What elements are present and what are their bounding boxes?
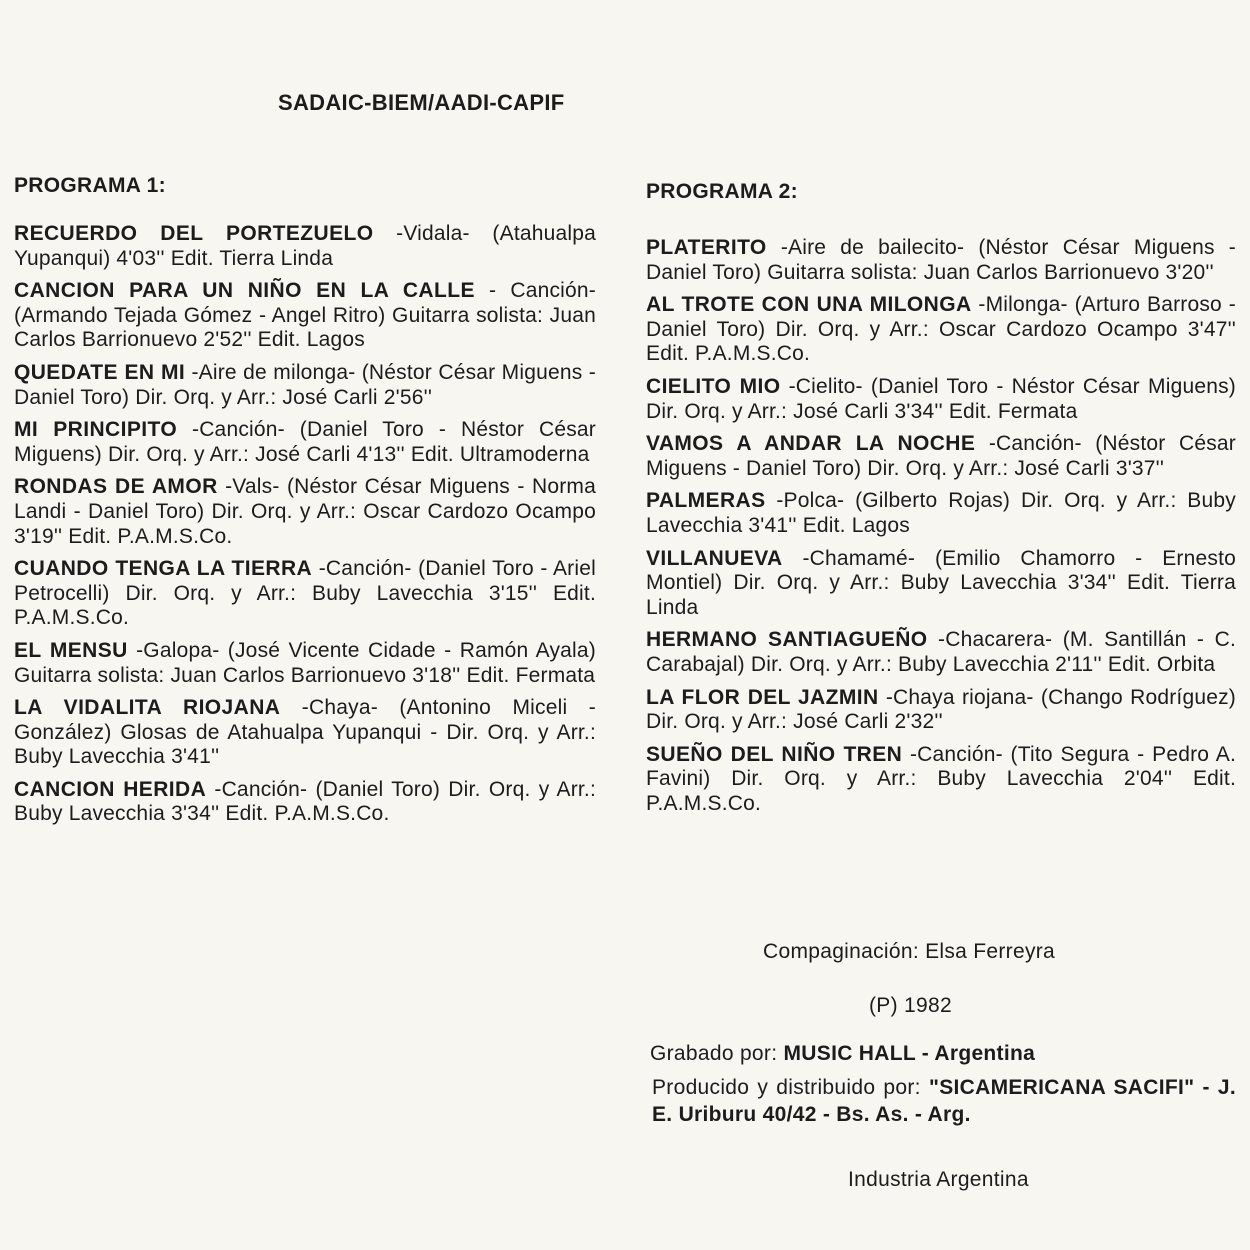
industry-origin: Industria Argentina [848,1168,1029,1191]
programa-2-track-list [646,236,1236,824]
track-entry [14,696,596,770]
track-title: MI PRINCIPITO [14,418,178,442]
track-entry [646,628,1236,677]
produced-by-credit [652,1074,1236,1128]
recorded-by-value: MUSIC HALL - Argentina [783,1042,1036,1065]
compaginacion-credit: Compaginación: Elsa Ferreyra [763,940,1056,963]
produced-by-value: "SICAMERICANA SACIFI" - J. E. Uriburu 40/42 - Bs. As. - Arg. [652,1076,1236,1126]
track-details: -Vals- (Néstor César Miguens - Norma Landi - Daniel Toro) Dir. Orq. y Arr.: Oscar Cardozo Ocampo 3'19'' Edit. P.A.M.S.Co. [14,475,596,548]
track-title: AL TROTE CON UNA MILONGA [646,293,972,317]
track-details: -Cielito- (Daniel Toro - Néstor César Miguens) Dir. Orq. y Arr.: José Carli 3'34'' Edit. Fermata [646,374,1236,423]
track-entry [14,279,596,353]
track-details: -Aire de bailecito- (Néstor César Miguens - Daniel Toro) Guitarra solista: Juan Carlos Barrionuevo 3'20'' [646,236,1236,284]
track-entry [14,639,596,688]
track-title: HERMANO SANTIAGUEÑO [646,628,928,652]
track-entry [14,557,596,631]
programa-1-title: PROGRAMA 1: [14,174,166,197]
track-entry [646,293,1236,367]
track-details: -Canción- (Daniel Toro - Néstor César Miguens) Dir. Orq. y Arr.: José Carli 4'13'' Edit. Ultramoderna [14,418,596,466]
track-entry [646,375,1236,424]
track-details: -Canción- (Daniel Toro - Ariel Petrocelli) Dir. Orq. y Arr.: Buby Lavecchia 3'15'' Edit. P.A.M.S.Co. [14,557,596,630]
track-details: - Canción- (Armando Tejada Gómez - Angel Ritro) Guitarra solista: Juan Carlos Barrionuevo 2'52'' Edit. Lagos [14,279,596,352]
track-title: CANCION PARA UN NIÑO EN LA CALLE [14,279,475,303]
recorded-by-label: Grabado por: [650,1042,778,1065]
track-entry [646,432,1236,481]
track-entry [14,475,596,549]
track-details: -Galopa- (José Vicente Cidade - Ramón Ayala) Guitarra solista: Juan Carlos Barrionuevo 3'18'' Edit. Fermata [14,638,596,687]
track-entry [646,236,1236,285]
programa-1-track-list [14,222,596,835]
track-details: -Vidala- (Atahualpa Yupanqui) 4'03'' Edit. Tierra Linda [14,222,596,270]
track-title: PALMERAS [646,489,766,513]
phonogram-year: (P) 1982 [869,994,952,1017]
track-entry [14,418,596,467]
track-details: -Canción- (Néstor César Miguens - Daniel Toro) Dir. Orq. y Arr.: José Carli 3'37'' [646,432,1237,480]
track-details: -Chacarera- (M. Santillán - C. Carabajal) Dir. Orq. y Arr.: Buby Lavecchia 2'11'' Edit. Orbita [646,628,1236,676]
track-title: CIELITO MIO [646,374,781,398]
track-title: RECUERDO DEL PORTEZUELO [14,222,374,245]
track-entry [646,489,1236,538]
track-entry [646,743,1236,817]
track-details: -Chaya riojana- (Chango Rodríguez) Dir. Orq. y Arr.: José Carli 2'32'' [646,685,1236,734]
track-details: -Polca- (Gilberto Rojas) Dir. Orq. y Arr.: Buby Lavecchia 3'41'' Edit. Lagos [646,489,1236,537]
track-entry [646,547,1236,621]
track-entry [646,686,1236,735]
track-title: LA VIDALITA RIOJANA [14,696,281,720]
programa-2-title: PROGRAMA 2: [646,180,798,203]
track-entry [14,222,596,271]
track-details: -Chamamé- (Emilio Chamorro - Ernesto Montiel) Dir. Orq. y Arr.: Buby Lavecchia 3'34'' Edit. Tierra Linda [646,546,1236,619]
track-details: -Canción- (Daniel Toro) Dir. Orq. y Arr.: Buby Lavecchia 3'34'' Edit. P.A.M.S.Co. [14,777,596,826]
track-title: SUEÑO DEL NIÑO TREN [646,742,903,766]
track-title: VAMOS A ANDAR LA NOCHE [646,432,976,456]
track-title: CUANDO TENGA LA TIERRA [14,557,313,581]
track-entry [14,778,596,827]
track-details: -Chaya- (Antonino Miceli - González) Glosas de Atahualpa Yupanqui - Dir. Orq. y Arr.: Buby Lavecchia 3'41'' [14,696,597,769]
track-title: CANCION HERIDA [14,777,207,801]
track-title: QUEDATE EN MI [14,360,186,384]
track-title: LA FLOR DEL JAZMIN [646,685,879,709]
track-title: VILLANUEVA [646,546,783,570]
track-title: EL MENSU [14,638,128,662]
track-details: -Canción- (Tito Segura - Pedro A. Favini) Dir. Orq. y Arr.: Buby Lavecchia 2'04'' Edit. P.A.M.S.Co. [646,742,1236,815]
track-details: -Aire de milonga- (Néstor César Miguens - Daniel Toro) Dir. Orq. y Arr.: José Carli 2'56'' [14,360,597,409]
track-details: -Milonga- (Arturo Barroso - Daniel Toro) Dir. Orq. y Arr.: Oscar Cardozo Ocampo 3'47'' Edit. P.A.M.S.Co. [646,293,1236,366]
track-title: RONDAS DE AMOR [14,475,218,499]
recorded-by-credit [650,1042,1035,1066]
produced-by-label: Producido y distribuido por: [652,1076,921,1099]
rights-societies: SADAIC-BIEM/AADI-CAPIF [278,90,565,115]
track-entry [14,361,596,410]
track-title: PLATERITO [646,236,767,259]
